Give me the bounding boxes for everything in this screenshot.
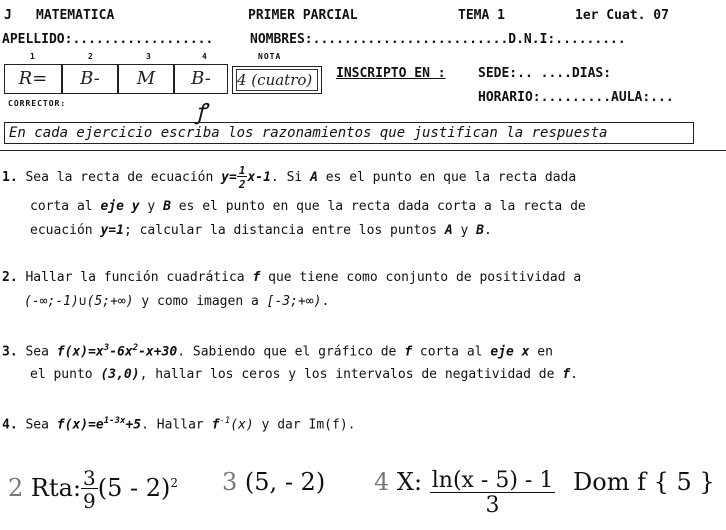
fraction-one-half: $\frac{1}{2}$ — [238, 164, 246, 191]
exercise-2-line-1: 2. Hallar la función cuadrática f que tiene como conjunto de positividad a — [2, 270, 582, 285]
exercise-2-line-2: (-∞;-1)∪(5;+∞) y como imagen a [-3;+∞). — [24, 294, 330, 309]
divider — [0, 150, 726, 151]
nombres-dni-field: NOMBRES:.........................D.N.I:......... — [250, 32, 626, 47]
col-number-3: 3 — [146, 52, 152, 61]
tema-label: TEMA 1 — [458, 8, 505, 23]
corrector-signature: ꝭ — [196, 100, 207, 125]
term-label: 1er Cuat. 07 — [575, 8, 669, 23]
corrector-label: CORRECTOR: — [8, 99, 67, 108]
nota-inner-frame — [236, 69, 318, 91]
answer-4: 4 X: $\frac{\ln(x - 5) - 1}{3}$ Dom f { 5 } — [374, 468, 715, 518]
answer-2-fraction: $\frac{3}{9}$ — [83, 466, 96, 513]
horario-aula-field: HORARIO:.........AULA:... — [478, 90, 674, 105]
instructions-box: En cada ejercicio escriba los razonamientos que justifican la respuesta — [4, 122, 694, 144]
grade-box-2: B- — [62, 64, 118, 94]
exercise-1-line-2: corta al eje y y B es el punto en que la recta dada corta a la recta de — [30, 199, 586, 214]
nota-label: NOTA — [258, 52, 282, 61]
col-number-4: 4 — [202, 52, 208, 61]
col-number-1: 1 — [30, 52, 36, 61]
grade-box-3: M — [118, 64, 174, 94]
corner-letter: J — [4, 8, 12, 23]
answer-3: 3 (5, - 2) — [222, 468, 326, 496]
exercise-4-line-1: 4. Sea $f(x)=e^{1-3x}+5$. Hallar $f^{-1}(x)$ y dar Im(f). — [2, 416, 356, 433]
nota-box — [232, 66, 322, 94]
grade-box-4: B- — [174, 64, 228, 94]
nota-value: 4 (cuatro) — [237, 71, 313, 89]
exercise-1-line-1: 1. Sea la recta de ecuación y= $\frac{1}{2}$ x-1. Si A es el punto en que la recta dada — [2, 164, 577, 191]
answer-4-fraction: $\frac{\ln(x - 5) - 1}{3}$ — [431, 468, 554, 518]
exercise-3-line-2: el punto (3,0), hallar los ceros y los intervalos de negatividad de f. — [30, 367, 578, 382]
subject-title: MATEMATICA — [36, 8, 115, 23]
col-number-2: 2 — [88, 52, 94, 61]
answer-2: 2 Rta: $\frac{3}{9}$ (5 - 2)$^2$ — [8, 466, 179, 513]
exercise-1-line-3: ecuación y=1; calcular la distancia entre los puntos A y B. — [30, 223, 492, 238]
inscripto-label: INSCRIPTO EN : — [336, 66, 446, 81]
exercise-3-line-1: 3. Sea $f(x)=x^3-6x^2-x+30$. Sabiendo que el gráfico de f corta al eje x en — [2, 343, 553, 360]
grade-box-1: R= — [4, 64, 62, 94]
apellido-field: APELLIDO:.................. — [2, 32, 214, 47]
sede-dias-field: SEDE:.. ....DIAS: — [478, 66, 612, 81]
exam-title: PRIMER PARCIAL — [248, 8, 358, 23]
